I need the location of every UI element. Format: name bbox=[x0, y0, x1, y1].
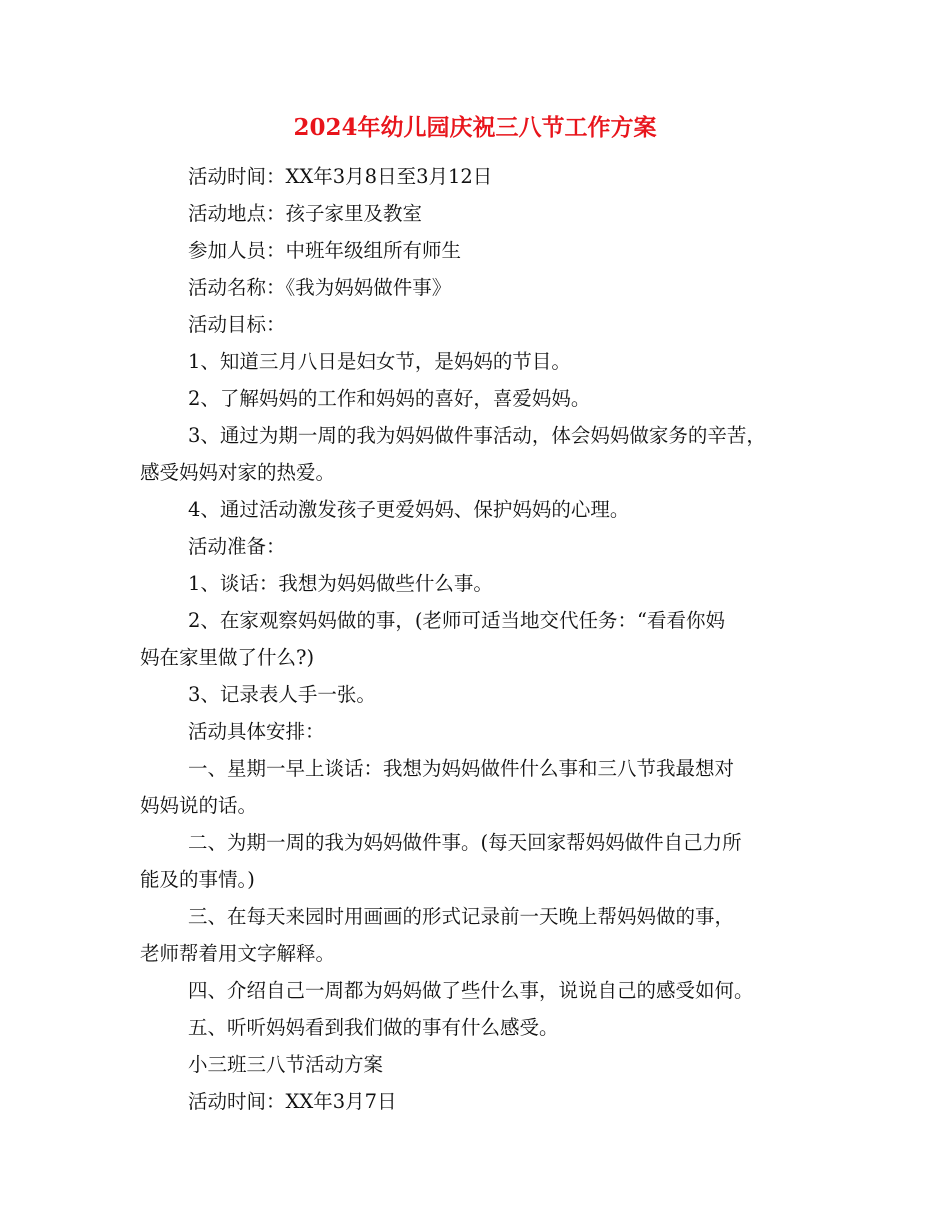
paragraph-line: 2、了解妈妈的工作和妈妈的喜好，喜爱妈妈。 bbox=[188, 387, 591, 410]
paragraph-line: 四、介绍自己一周都为妈妈做了些什么事，说说自己的感受如何。 bbox=[188, 979, 754, 1002]
document-title: 2024年幼儿园庆祝三八节工作方案 bbox=[293, 114, 657, 141]
paragraph-line: 老师帮着用文字解释。 bbox=[140, 942, 336, 965]
paragraph-line: 活动名称：《我为妈妈做件事》 bbox=[188, 276, 452, 299]
paragraph-line: 五、听听妈妈看到我们做的事有什么感受。 bbox=[188, 1016, 559, 1039]
paragraph-line: 小三班三八节活动方案 bbox=[188, 1053, 384, 1076]
paragraph-line: 一、星期一早上谈话：我想为妈妈做件什么事和三八节我最想对 bbox=[188, 757, 735, 780]
paragraph-line: 妈妈说的话。 bbox=[140, 794, 258, 817]
paragraph-line: 活动目标： bbox=[188, 313, 286, 336]
paragraph-line: 3、通过为期一周的我为妈妈做件事活动，体会妈妈做家务的辛苦， bbox=[188, 424, 766, 447]
paragraph-line: 3、记录表人手一张。 bbox=[188, 683, 376, 706]
paragraph-line: 参加人员：中班年级组所有师生 bbox=[188, 239, 462, 262]
paragraph-line: 1、谈话：我想为妈妈做些什么事。 bbox=[188, 572, 493, 595]
paragraph-line: 能及的事情。) bbox=[140, 868, 255, 891]
paragraph-line: 活动地点：孩子家里及教室 bbox=[188, 202, 423, 225]
paragraph-line: 活动时间：XX年3月8日至3月12日 bbox=[188, 165, 493, 188]
paragraph-line: 活动时间：XX年3月7日 bbox=[188, 1090, 397, 1113]
paragraph-line: 感受妈妈对家的热爱。 bbox=[140, 461, 336, 484]
paragraph-line: 2、在家观察妈妈做的事，(老师可适当地交代任务：“看看你妈 bbox=[188, 609, 725, 632]
paragraph-line: 妈在家里做了什么?) bbox=[140, 646, 315, 669]
paragraph-line: 1、知道三月八日是妇女节，是妈妈的节目。 bbox=[188, 350, 571, 373]
paragraph-line: 活动准备： bbox=[188, 535, 286, 558]
paragraph-line: 二、为期一周的我为妈妈做件事。(每天回家帮妈妈做件自己力所 bbox=[188, 831, 742, 854]
paragraph-line: 三、在每天来园时用画画的形式记录前一天晚上帮妈妈做的事， bbox=[188, 905, 735, 928]
paragraph-line: 活动具体安排： bbox=[188, 720, 325, 743]
paragraph-line: 4、通过活动激发孩子更爱妈妈、保护妈妈的心理。 bbox=[188, 498, 630, 521]
document-body bbox=[140, 158, 820, 1120]
